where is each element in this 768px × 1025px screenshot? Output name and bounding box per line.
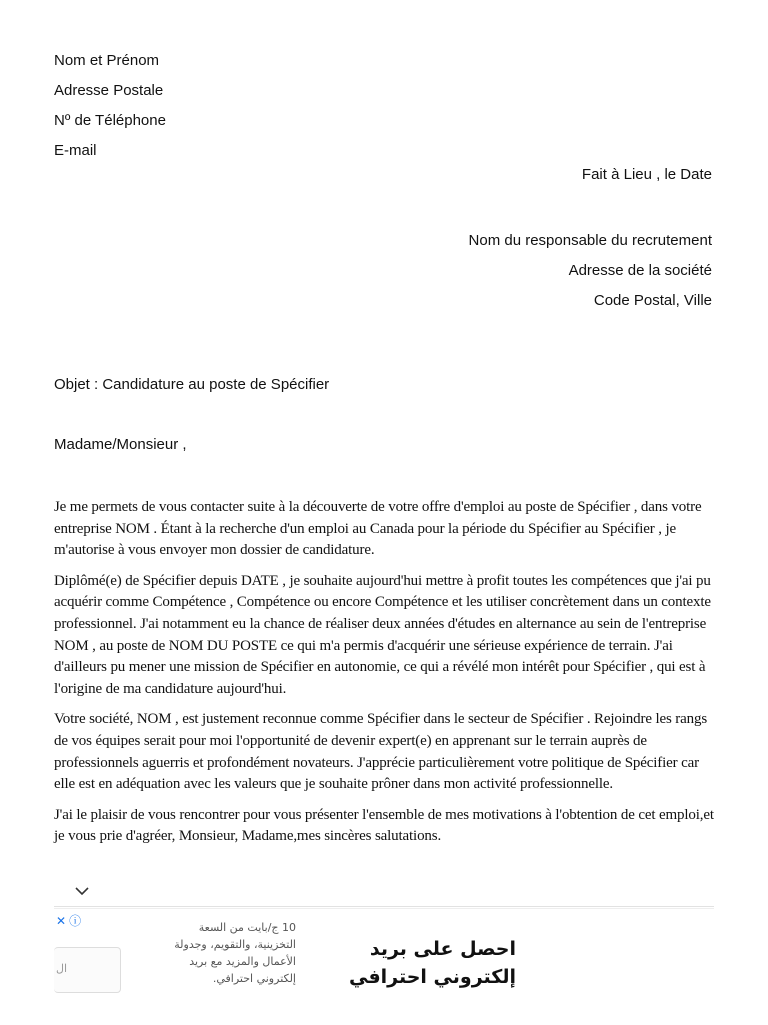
paragraph: J'ai le plaisir de vous rencontrer pour vous présenter l'ensemble de mes motivations à l'obtention de cet emploi,et je vous prie d'agréer, Monsieur, Madame,mes sincères salutations.	[54, 806, 714, 845]
sender-name: Nom et Prénom	[54, 52, 160, 69]
ad-thumb-text: ال	[56, 963, 68, 975]
letter-body	[54, 497, 714, 857]
ad-banner[interactable]	[54, 908, 714, 1025]
recipient-block	[469, 226, 712, 316]
ad-divider	[54, 906, 714, 907]
ad-thumbnail[interactable]	[54, 947, 121, 993]
ad-controls	[56, 912, 84, 929]
recipient-name: Nom du responsable du recrutement	[468, 232, 712, 249]
info-icon[interactable]: ⓘ	[69, 914, 82, 928]
salutation: Madame/Monsieur ,	[54, 436, 187, 453]
ad-headline[interactable]: احصل على بريد إلكتروني احترافي	[348, 938, 516, 988]
paragraph: Je me permets de vous contacter suite à la découverte de votre offre d'emploi au poste de Spécifier , dans votre entreprise NOM . Étant à la recherche d'un emploi au Canada pour la période du Spécifier au Spécifier , je m'autorise à vous envoyer mon dossier de candidature.	[54, 499, 702, 559]
place-date: Fait à Lieu , le Date	[581, 166, 712, 183]
sender-block	[54, 46, 166, 166]
recipient-address: Adresse de la société	[568, 262, 712, 279]
chevron-down-icon[interactable]	[74, 884, 90, 896]
close-icon[interactable]: ✕	[56, 914, 67, 928]
ad-description[interactable]: 10 ج/بايت من السعة التخزينية، والتقويم، وجدولة الأعمال والمزيد مع بريد إلكتروني احترافي.	[174, 921, 296, 985]
subject-line: Objet : Candidature au poste de Spécifier	[54, 376, 330, 393]
recipient-city: Code Postal, Ville	[593, 292, 712, 309]
sender-email: E-mail	[54, 142, 97, 159]
sender-phone: Nº de Téléphone	[54, 112, 166, 129]
sender-address: Adresse Postale	[54, 82, 164, 99]
paragraph: Votre société, NOM , est justement reconnue comme Spécifier dans le secteur de Spécifier . Rejoindre les rangs de vos équipes serait pour moi l'opportunité de devenir expert(e) en apprenant sur le terrain auprès de professionnels aguerris et profondément novateurs. J'apprécie particulièrement votre politique de Spécifier car elle est en adéquation avec les valeurs que je souhaite prôner dans mon activité professionnelle.	[54, 711, 708, 793]
paragraph: Diplômé(e) de Spécifier depuis DATE , je souhaite aujourd'hui mettre à profit toutes les compétences que j'ai pu acquérir comme Compétence , Compétence ou encore Compétence et les utiliser concrètement dans un contexte professionnel. J'ai notamment eu la chance de réaliser deux années d'études en alternance au sein de l'entreprise NOM , au poste de NOM DU POSTE ce qui m'a permis d'acquérir une sérieuse expérience de terrain. J'ai d'ailleurs pu mener une mission de Spécifier en autonomie, ce qui a révélé mon intérêt pour Spécifier , qui est à l'origine de ma candidature aujourd'hui.	[54, 572, 711, 697]
